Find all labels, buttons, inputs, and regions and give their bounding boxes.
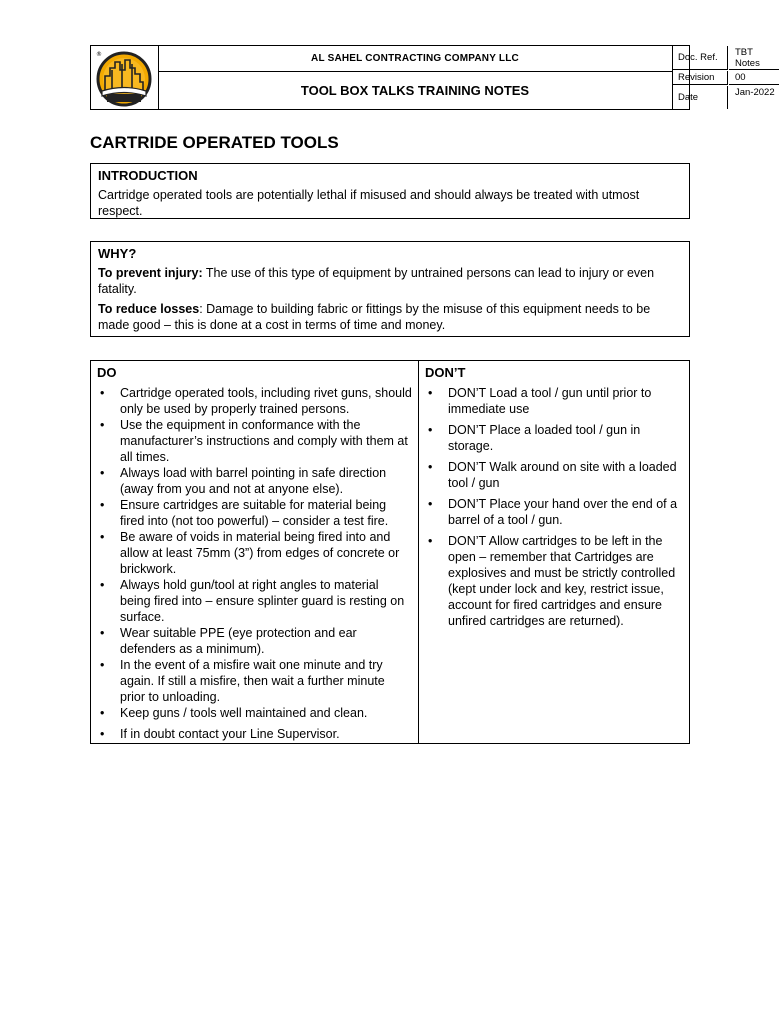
page-title: CARTRIDE OPERATED TOOLS [90, 133, 339, 152]
list-item: • Cartridge operated tools, including rivet guns, should only be used by properly trained persons. [97, 385, 412, 417]
list-item: • Always hold gun/tool at right angles to material being fired into – ensure splinter guard is resting on surface. [97, 577, 412, 625]
revision-value: 00 [729, 71, 779, 85]
list-item: • Use the equipment in conformance with the manufacturer’s instructions and comply with them at all times. [97, 417, 412, 465]
why-item [98, 265, 682, 297]
doc-ref-value: TBT Notes [729, 46, 779, 70]
list-item: • DON’T Allow cartridges to be left in the open – remember that Cartridges are explosives and must be strictly controlled (kept under lock and key, restrict issue, account for fired cartridges and ensure unfired cartridges are returned). [425, 533, 683, 629]
introduction-text: Cartridge operated tools are potentially lethal if misused and should always be treated with utmost respect. [98, 188, 640, 218]
dont-list [425, 385, 683, 629]
why-item-label: To prevent injury: [98, 266, 203, 280]
list-item: • Always load with barrel pointing in safe direction (away from you and not at anyone else). [97, 465, 412, 497]
list-item: • In the event of a misfire wait one minute and try again. If still a misfire, then wait a further minute prior to unloading. [97, 657, 412, 705]
list-item: • Keep guns / tools well maintained and clean. [97, 705, 412, 721]
date-label: Date [673, 86, 728, 109]
list-item: • Ensure cartridges are suitable for material being fired into (not too powerful) – consider a test fire. [97, 497, 412, 529]
list-item: • DON’T Place your hand over the end of a barrel of a tool / gun. [425, 496, 683, 528]
why-item-text: : Damage to building fabric or fittings by the misuse of this equipment needs to be made good – this is done at a cost in terms of time and money. [98, 302, 651, 332]
why-item-text: The use of this type of equipment by untrained persons can lead to injury or even fatality. [98, 266, 655, 296]
list-item: • DON’T Walk around on site with a loaded tool / gun [425, 459, 683, 491]
why-section [90, 241, 690, 337]
do-column [91, 361, 419, 743]
list-item: • DON’T Place a loaded tool / gun in storage. [425, 422, 683, 454]
why-item-label: To reduce losses [98, 302, 200, 316]
list-item: • DON’T Load a tool / gun until prior to immediate use [425, 385, 683, 417]
company-logo-icon [91, 46, 158, 109]
dont-column [419, 361, 689, 743]
document-header [90, 45, 775, 110]
revision-label: Revision [673, 71, 728, 85]
svg-text:®: ® [96, 51, 102, 58]
logo-cell [91, 46, 159, 109]
list-item: • If in doubt contact your Line Supervisor. [97, 726, 412, 742]
list-item: • Be aware of voids in material being fired into and allow at least 75mm (3”) from edges of concrete or brickwork. [97, 529, 412, 577]
introduction-section [90, 163, 690, 219]
introduction-heading: INTRODUCTION [98, 168, 198, 183]
date-value: Jan-2022 [735, 87, 775, 98]
why-heading: WHY? [98, 246, 137, 261]
do-dont-table [90, 360, 690, 744]
do-heading: DO [97, 365, 117, 380]
dont-heading: DON’T [425, 365, 466, 380]
list-item: • Wear suitable PPE (eye protection and ear defenders as a minimum). [97, 625, 412, 657]
document-title: TOOL BOX TALKS TRAINING NOTES [158, 72, 673, 109]
company-name: AL SAHEL CONTRACTING COMPANY LLC [158, 46, 673, 72]
why-item [98, 301, 682, 333]
doc-ref-label: Doc. Ref. [673, 46, 728, 70]
do-list [97, 385, 412, 742]
